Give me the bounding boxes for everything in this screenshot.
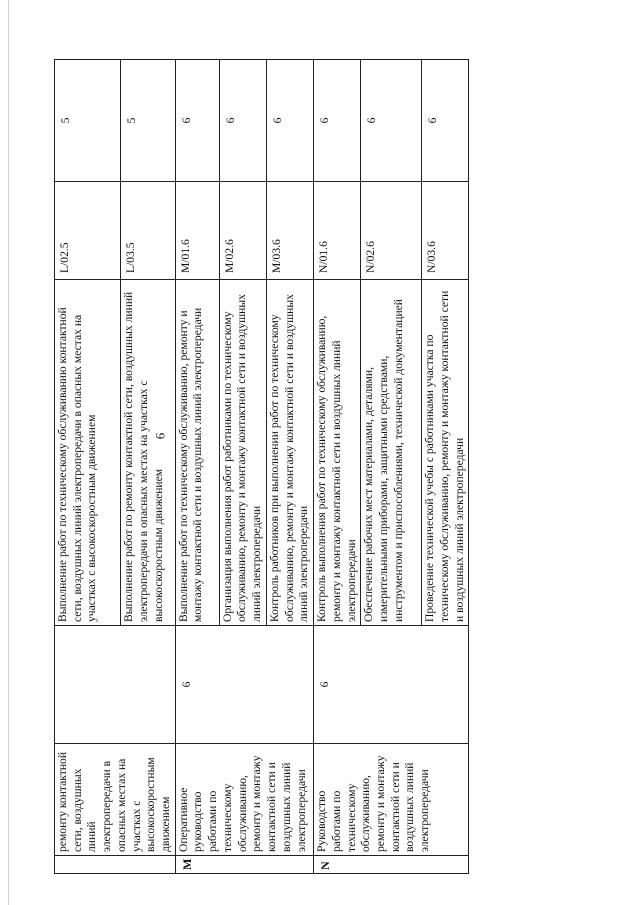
labor-function-code-cell: N/01.6 — [314, 182, 361, 280]
functions-table — [54, 59, 469, 874]
gen-function-level-cell: 6 — [314, 626, 469, 744]
labor-function-name-cell: Выполнение работ по техническому обслуживанию контактной сети, воздушных линий электропередачи в опасных местах на участках с высокоскоростным движением — [55, 280, 121, 626]
labor-function-name-cell: Контроль выполнения работ по техническому обслуживанию, ремонту и монтажу контактной сети и воздушных линий электропередачи — [314, 280, 361, 626]
labor-function-level-cell: 6 — [314, 60, 361, 182]
gen-function-code-cell: N — [314, 856, 469, 874]
gen-function-name-cell: Руководство работами по техническому обслуживанию, ремонту и монтажу контактной сети и воздушных линий электропередачи — [314, 744, 469, 856]
gen-function-level-cell — [55, 626, 176, 744]
table-row — [175, 60, 219, 874]
gen-function-name-cell: ремонту контактной сети, воздушных линий электропередачи в опасных местах на участках с высокоскоростным движением — [55, 744, 176, 856]
labor-function-name-cell: Обеспечение рабочих мест материалами, деталями, измерительными приборами, защитными средствами, инструментом и приспособлениями, технической документацией — [361, 280, 422, 626]
labor-function-level-cell: 6 — [422, 60, 469, 182]
labor-function-code-cell: M/01.6 — [175, 182, 219, 280]
labor-function-level-cell: 5 — [121, 60, 176, 182]
labor-function-code-cell: M/02.6 — [219, 182, 266, 280]
labor-function-code-cell: L/03.5 — [121, 182, 176, 280]
gen-function-code-cell: M — [175, 856, 313, 874]
page-number: 6 — [152, 432, 168, 440]
table-row — [55, 60, 121, 874]
labor-function-code-cell: N/03.6 — [422, 182, 469, 280]
gen-function-level-cell: 6 — [175, 626, 313, 744]
labor-function-code-cell: L/02.5 — [55, 182, 121, 280]
labor-function-level-cell: 6 — [175, 60, 219, 182]
labor-function-level-cell: 6 — [266, 60, 313, 182]
labor-function-name-cell: Выполнение работ по техническому обслуживанию, ремонту и монтажу контактной сети и воздушных линий электропередачи — [175, 280, 219, 626]
labor-function-name-cell: Проведение технической учебы с работниками участка по техническому обслуживанию, ремонту и монтажу контактной сети и воздушных линий электропередачи — [422, 280, 469, 626]
gen-function-code-cell — [55, 856, 176, 874]
labor-function-name-cell: Выполнение работ по ремонту контактной сети, воздушных линий электропередачи в опасных местах на участках с высокоскоростным движением — [121, 280, 176, 626]
gen-function-name-cell: Оперативное руководство работами по техническому обслуживанию, ремонту и монтажу контактной сети и воздушных линий электропередачи — [175, 744, 313, 856]
labor-function-name-cell: Организация выполнения работ работниками по техническому обслуживанию, ремонту и монтажу контактной сети и воздушных линий электропередачи — [219, 280, 266, 626]
table-row — [314, 60, 361, 874]
labor-function-name-cell: Контроль работников при выполнении работ по техническому обслуживанию, ремонту и монтажу контактной сети и воздушных линий электропередачи — [266, 280, 313, 626]
labor-function-code-cell: M/03.6 — [266, 182, 313, 280]
scan-edge-line — [8, 0, 9, 905]
labor-function-level-cell: 6 — [361, 60, 422, 182]
labor-function-level-cell: 6 — [219, 60, 266, 182]
labor-function-level-cell: 5 — [55, 60, 121, 182]
labor-function-code-cell: N/02.6 — [361, 182, 422, 280]
rotated-table-container — [54, 60, 466, 874]
